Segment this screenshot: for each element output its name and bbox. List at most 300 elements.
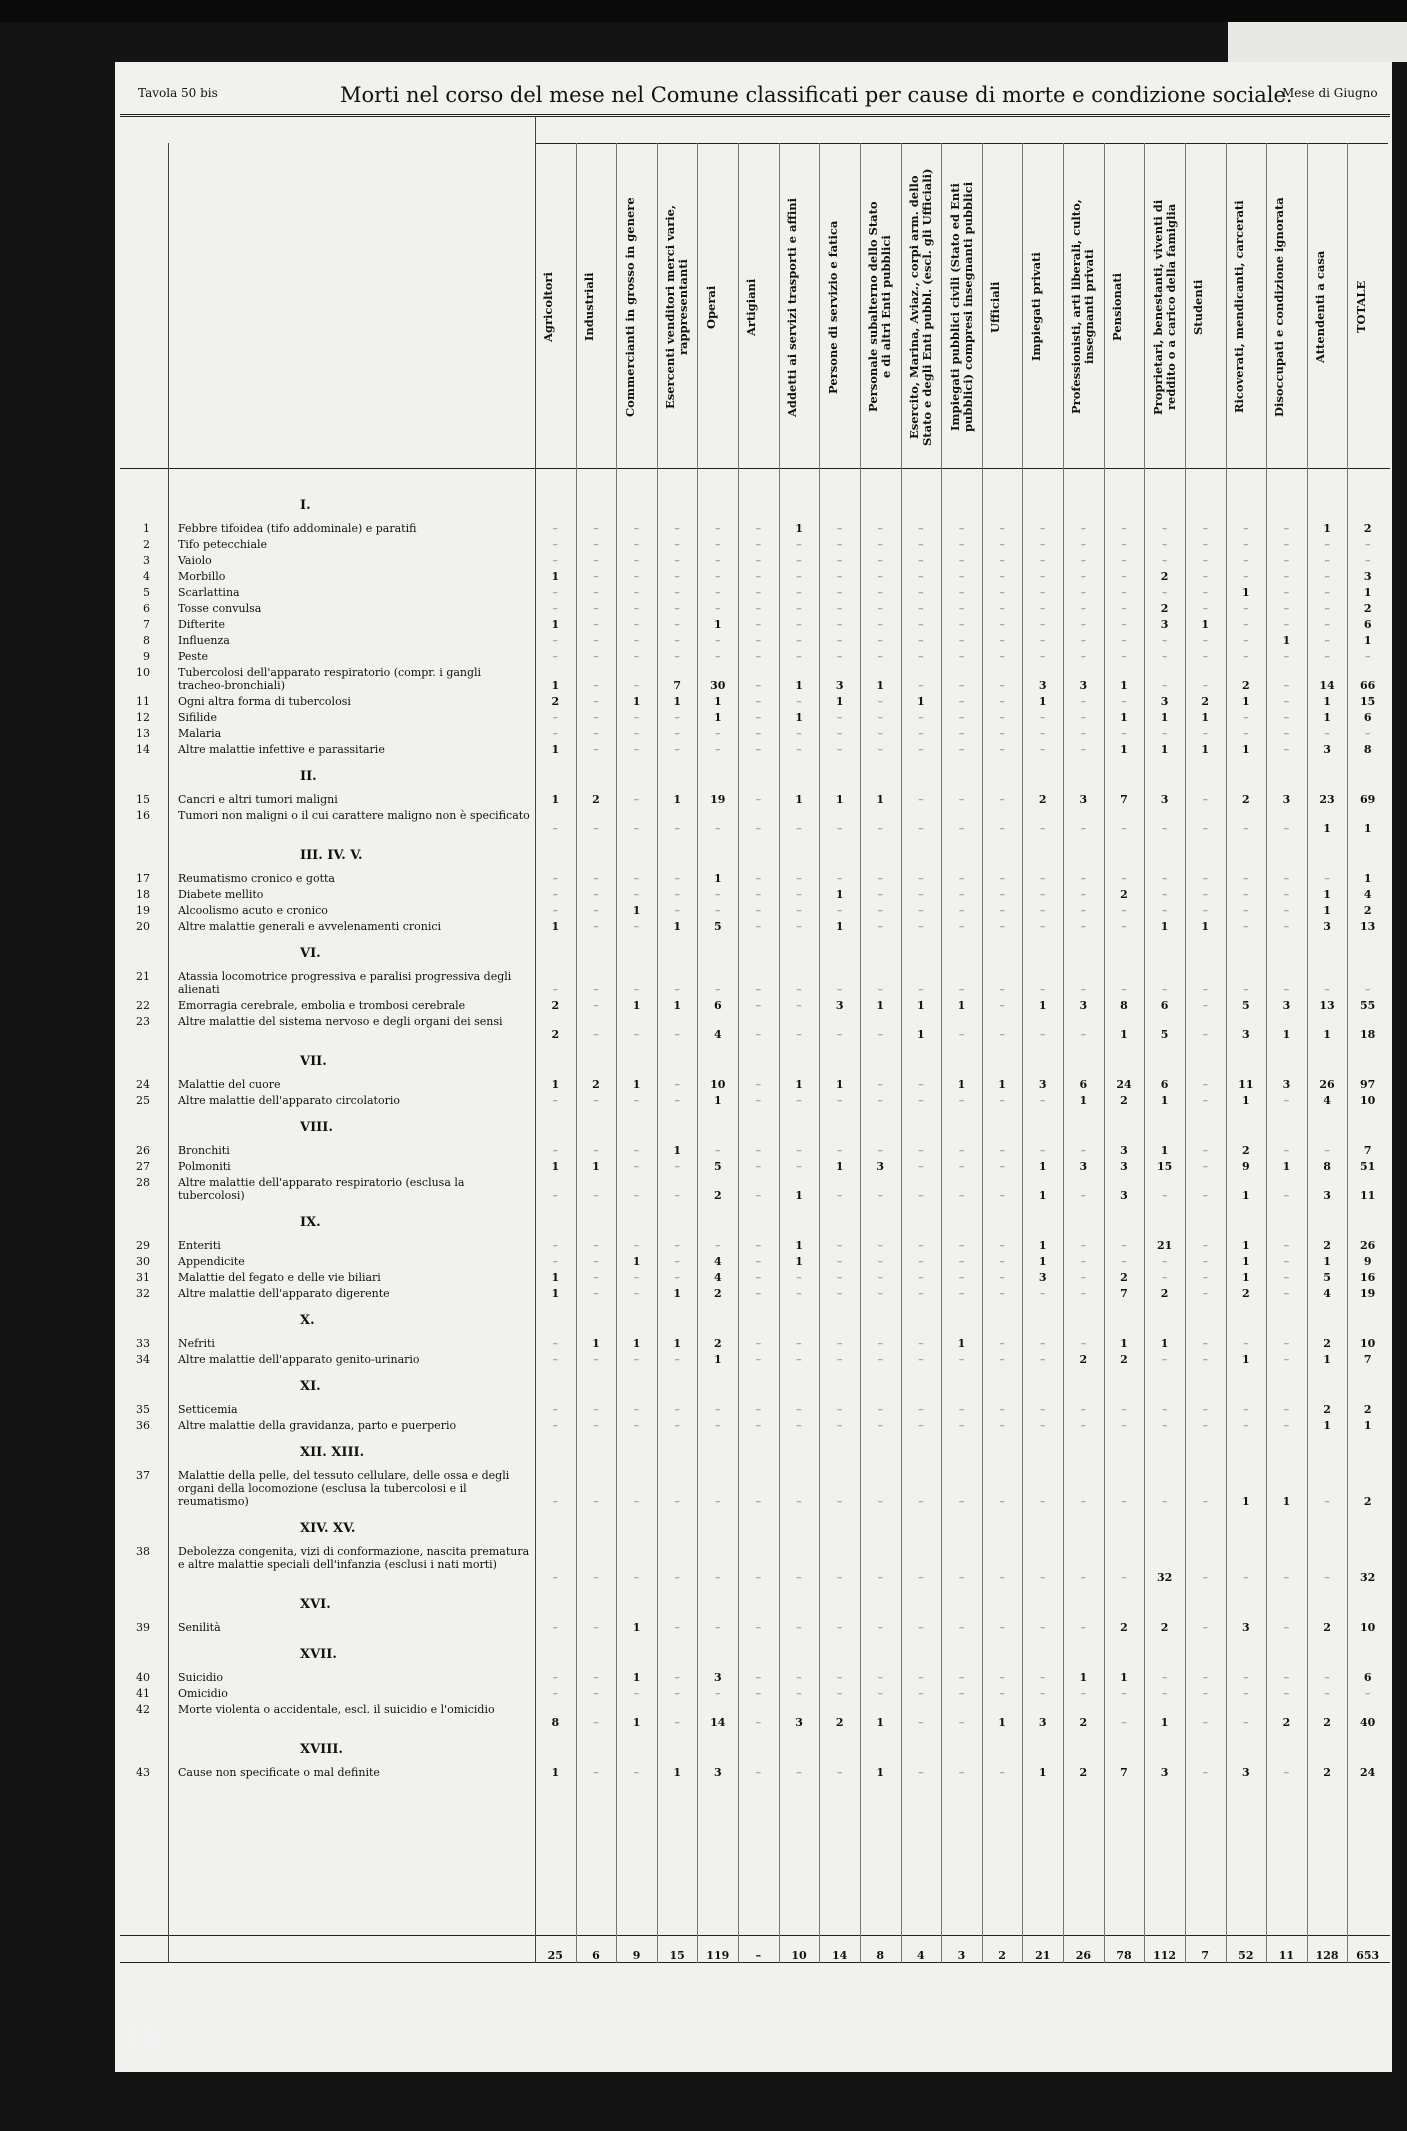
empty-cell: – [1283, 679, 1290, 692]
column-header: Professionisti, arti liberali, culto, insegnanti privati [1069, 199, 1097, 415]
empty-cell: – [1324, 602, 1330, 615]
empty-cell: – [593, 1287, 599, 1300]
data-cell: 1 [1120, 711, 1128, 724]
empty-cell: – [593, 522, 599, 535]
row-number: 14 [136, 743, 150, 756]
empty-cell: – [1161, 1419, 1168, 1432]
section-label: XVI. [300, 1597, 331, 1612]
cause-of-death: Tifo petecchiale [178, 538, 268, 551]
column-rule [697, 143, 698, 1963]
empty-cell: – [796, 1028, 802, 1041]
row-number: 23 [136, 1015, 150, 1028]
empty-cell: – [1324, 634, 1330, 647]
empty-cell: – [796, 1144, 802, 1157]
column-header: Pensionati [1109, 272, 1124, 342]
empty-cell: – [552, 872, 559, 885]
empty-cell: – [877, 1621, 883, 1634]
data-cell: 1 [1363, 1419, 1372, 1432]
data-cell: 1 [835, 793, 844, 806]
column-rule [1266, 143, 1267, 1963]
empty-cell: – [715, 522, 721, 535]
empty-cell: – [1324, 1671, 1330, 1684]
empty-cell: – [1039, 888, 1046, 901]
empty-cell: – [958, 888, 965, 901]
empty-cell: – [552, 1189, 559, 1202]
data-cell: 1 [551, 743, 560, 756]
empty-cell: – [633, 1189, 640, 1202]
empty-cell: – [1121, 904, 1127, 917]
total-cell: 10 [791, 1949, 807, 1962]
empty-cell: – [796, 554, 802, 567]
empty-cell: – [1202, 1403, 1208, 1416]
empty-cell: – [999, 554, 1005, 567]
empty-cell: – [715, 1403, 721, 1416]
cause-of-death: Morte violenta o accidentale, escl. il suicidio e l'omicidio [178, 1703, 495, 1716]
empty-cell: – [999, 1571, 1005, 1584]
empty-cell: – [674, 1687, 680, 1700]
data-cell: 1 [1120, 1671, 1128, 1684]
total-cell: 11 [1278, 1949, 1295, 1962]
empty-cell: – [836, 711, 843, 724]
section-label: XI. [300, 1379, 321, 1394]
empty-cell: – [796, 1287, 802, 1300]
row-number: 3 [143, 554, 150, 567]
data-cell: 2 [1282, 1716, 1291, 1729]
empty-cell: – [958, 1144, 965, 1157]
data-cell: 1 [673, 999, 681, 1012]
data-cell: 3 [1282, 793, 1291, 806]
data-cell: 1 [1363, 822, 1372, 835]
row-number: 29 [136, 1239, 150, 1252]
column-header: TOTALE [1353, 280, 1368, 334]
data-cell: 1 [1242, 1353, 1250, 1366]
empty-cell: – [1202, 1337, 1208, 1350]
empty-cell: – [1243, 711, 1249, 724]
empty-cell: – [1039, 1671, 1046, 1684]
column-header: Attendenti a casa [1313, 250, 1328, 364]
empty-cell: – [1080, 711, 1087, 724]
empty-cell: – [1243, 904, 1249, 917]
empty-cell: – [836, 1239, 843, 1252]
empty-cell: – [1202, 1028, 1208, 1041]
column-header: Proprietari, benestanti, viventi di reddito o a carico della famiglia [1150, 199, 1178, 415]
empty-cell: – [999, 1495, 1005, 1508]
empty-cell: – [1202, 1621, 1208, 1634]
empty-cell: – [877, 650, 883, 663]
data-cell: 3 [1079, 793, 1088, 806]
total-cell: 8 [876, 1949, 885, 1962]
total-cell: 653 [1356, 1949, 1380, 1962]
empty-cell: – [958, 1271, 965, 1284]
empty-cell: – [1039, 1687, 1046, 1700]
data-cell: 7 [1120, 793, 1128, 806]
empty-cell: – [1283, 822, 1290, 835]
empty-cell: – [877, 1687, 883, 1700]
data-cell: 2 [713, 1287, 722, 1300]
empty-cell: – [1121, 1716, 1127, 1729]
empty-cell: – [593, 602, 599, 615]
empty-cell: – [1080, 538, 1087, 551]
empty-cell: – [1283, 1287, 1290, 1300]
section-label: XVIII. [300, 1742, 343, 1757]
empty-cell: – [755, 727, 762, 740]
empty-cell: – [999, 1687, 1005, 1700]
empty-cell: – [1121, 1419, 1127, 1432]
data-cell: 1 [592, 1337, 600, 1350]
data-cell: 4 [713, 1028, 722, 1041]
empty-cell: – [1283, 1687, 1290, 1700]
empty-cell: – [796, 872, 802, 885]
row-number: 10 [136, 666, 150, 679]
empty-cell: – [1080, 983, 1087, 996]
empty-cell: – [715, 586, 721, 599]
empty-cell: – [918, 538, 924, 551]
empty-cell: – [674, 1239, 680, 1252]
column-header: Operai [703, 285, 718, 329]
empty-cell: – [755, 1571, 762, 1584]
empty-cell: – [715, 1495, 721, 1508]
empty-cell: – [1243, 1687, 1249, 1700]
data-cell: 1 [1120, 1028, 1128, 1041]
total-cell: 26 [1075, 1949, 1091, 1962]
empty-cell: – [1283, 904, 1290, 917]
empty-cell: – [593, 634, 599, 647]
top-rule [120, 114, 1390, 115]
empty-cell: – [1324, 727, 1330, 740]
empty-cell: – [796, 650, 802, 663]
data-cell: 3 [1038, 679, 1047, 692]
empty-cell: – [958, 920, 965, 933]
empty-cell: – [1080, 522, 1087, 535]
empty-cell: – [633, 1028, 640, 1041]
column-header: Artigiani [744, 278, 759, 336]
empty-cell: – [1243, 822, 1249, 835]
empty-cell: – [836, 1687, 843, 1700]
cause-of-death: Appendicite [178, 1255, 245, 1268]
empty-cell: – [552, 1239, 559, 1252]
data-cell: 1 [1038, 1160, 1047, 1173]
empty-cell: – [836, 618, 843, 631]
empty-cell: – [1121, 602, 1127, 615]
empty-cell: – [1039, 602, 1046, 615]
empty-cell: – [836, 1287, 843, 1300]
empty-cell: – [593, 1671, 599, 1684]
empty-cell: – [1039, 1571, 1046, 1584]
empty-cell: – [918, 727, 924, 740]
empty-cell: – [877, 1255, 883, 1268]
empty-cell: – [877, 522, 883, 535]
empty-cell: – [1080, 586, 1087, 599]
empty-cell: – [958, 634, 965, 647]
empty-cell: – [1121, 522, 1127, 535]
empty-cell: – [755, 904, 762, 917]
empty-cell: – [958, 1419, 965, 1432]
empty-cell: – [1202, 1271, 1208, 1284]
data-cell: 1 [1201, 743, 1210, 756]
empty-cell: – [593, 743, 599, 756]
row-number: 16 [136, 809, 150, 822]
empty-cell: – [755, 586, 762, 599]
empty-cell: – [1202, 1239, 1208, 1252]
column-rule [860, 143, 861, 1963]
empty-cell: – [593, 1766, 599, 1779]
data-cell: 6 [1160, 1078, 1169, 1091]
data-cell: 3 [1160, 793, 1169, 806]
empty-cell: – [1161, 727, 1168, 740]
empty-cell: – [1364, 554, 1371, 567]
causes-column-rule [535, 116, 536, 1963]
empty-cell: – [633, 554, 640, 567]
data-cell: 7 [1120, 1766, 1128, 1779]
empty-cell: – [674, 743, 680, 756]
section-label: XVII. [300, 1647, 337, 1662]
empty-cell: – [1080, 1287, 1087, 1300]
row-number: 25 [136, 1094, 150, 1107]
empty-cell: – [1243, 634, 1249, 647]
number-column-rule [168, 143, 169, 1963]
empty-cell: – [1283, 1621, 1290, 1634]
empty-cell: – [1243, 522, 1249, 535]
empty-cell: – [958, 1028, 965, 1041]
data-cell: 32 [1156, 1571, 1173, 1584]
empty-cell: – [877, 570, 883, 583]
row-number: 5 [143, 586, 150, 599]
empty-cell: – [1283, 602, 1290, 615]
data-cell: 2 [1242, 1144, 1250, 1157]
empty-cell: – [999, 1239, 1005, 1252]
empty-cell: – [1121, 618, 1127, 631]
empty-cell: – [918, 1287, 924, 1300]
empty-cell: – [1121, 650, 1127, 663]
empty-cell: – [796, 1621, 802, 1634]
empty-cell: – [836, 983, 843, 996]
data-cell: 18 [1360, 1028, 1376, 1041]
empty-cell: – [796, 634, 802, 647]
empty-cell: – [755, 1353, 762, 1366]
data-cell: 8 [1120, 999, 1128, 1012]
empty-cell: – [593, 586, 599, 599]
empty-cell: – [633, 1271, 640, 1284]
empty-cell: – [1202, 679, 1208, 692]
data-cell: 1 [632, 1716, 641, 1729]
empty-cell: – [593, 695, 599, 708]
empty-cell: – [552, 586, 559, 599]
empty-cell: – [715, 650, 721, 663]
empty-cell: – [755, 743, 762, 756]
data-cell: 1 [1323, 904, 1331, 917]
empty-cell: – [958, 1687, 965, 1700]
data-cell: 1 [1160, 1337, 1169, 1350]
cause-of-death: Debolezza congenita, vizi di conformazione, nascita prematura e altre malattie speciali dell'infanzia (esclusi i nati morti) [178, 1545, 530, 1571]
empty-cell: – [1202, 1571, 1208, 1584]
empty-cell: – [958, 727, 965, 740]
empty-cell: – [1161, 983, 1168, 996]
empty-cell: – [1324, 586, 1330, 599]
empty-cell: – [633, 983, 640, 996]
empty-cell: – [715, 727, 721, 740]
empty-cell: – [593, 679, 599, 692]
empty-cell: – [593, 1255, 599, 1268]
empty-cell: – [1283, 1671, 1290, 1684]
data-cell: 1 [957, 1078, 966, 1091]
data-cell: 1 [1242, 1255, 1250, 1268]
empty-cell: – [1121, 872, 1127, 885]
empty-cell: – [1202, 727, 1208, 740]
data-cell: 1 [1323, 711, 1331, 724]
empty-cell: – [1202, 522, 1208, 535]
empty-cell: – [1202, 1189, 1208, 1202]
data-cell: 13 [1319, 999, 1335, 1012]
empty-cell: – [755, 888, 762, 901]
empty-cell: – [1161, 904, 1168, 917]
empty-cell: – [796, 1671, 802, 1684]
empty-cell: – [1243, 554, 1249, 567]
empty-cell: – [1161, 1403, 1168, 1416]
empty-cell: – [1283, 1403, 1290, 1416]
empty-cell: – [1324, 983, 1330, 996]
data-cell: 3 [1038, 1271, 1047, 1284]
empty-cell: – [1243, 1403, 1249, 1416]
empty-cell: – [1121, 570, 1127, 583]
empty-cell: – [999, 602, 1005, 615]
row-number: 1 [143, 522, 150, 535]
empty-cell: – [755, 1419, 762, 1432]
empty-cell: – [1080, 1495, 1087, 1508]
column-header: Personale subalterno dello Stato e di altri Enti pubblici [866, 201, 894, 413]
empty-cell: – [836, 822, 843, 835]
empty-cell: – [1283, 888, 1290, 901]
page-number: 36 [115, 2018, 163, 2058]
data-cell: 3 [1160, 1766, 1169, 1779]
cause-of-death: Tumori non maligni o il cui carattere maligno non è specificato [178, 809, 530, 822]
empty-cell: – [1080, 1419, 1087, 1432]
data-cell: 2 [835, 1716, 844, 1729]
empty-cell: – [633, 679, 640, 692]
empty-cell: – [1202, 793, 1208, 806]
column-rule [657, 143, 658, 1963]
data-cell: 1 [713, 1353, 722, 1366]
empty-cell: – [593, 711, 599, 724]
data-cell: 1 [1242, 1271, 1250, 1284]
data-cell: 3 [1079, 999, 1088, 1012]
table-number: Tavola 50 bis [138, 86, 218, 100]
empty-cell: – [918, 1239, 924, 1252]
empty-cell: – [1243, 727, 1249, 740]
empty-cell: – [674, 872, 680, 885]
data-cell: 2 [1363, 1495, 1372, 1508]
empty-cell: – [755, 1287, 762, 1300]
total-cell: 21 [1035, 1949, 1051, 1962]
data-cell: 1 [1282, 1495, 1291, 1508]
row-number: 18 [136, 888, 150, 901]
empty-cell: – [877, 538, 883, 551]
empty-cell: – [593, 872, 599, 885]
empty-cell: – [593, 554, 599, 567]
empty-cell: – [1039, 634, 1046, 647]
data-cell: 6 [713, 999, 722, 1012]
empty-cell: – [715, 634, 721, 647]
data-cell: 2 [1160, 602, 1169, 615]
empty-cell: – [796, 999, 802, 1012]
empty-cell: – [552, 888, 559, 901]
column-rule [982, 143, 983, 1963]
empty-cell: – [755, 1094, 762, 1107]
empty-cell: – [674, 1078, 680, 1091]
empty-cell: – [958, 538, 965, 551]
empty-cell: – [918, 1419, 924, 1432]
total-cell: 9 [632, 1949, 641, 1962]
empty-cell: – [1243, 1337, 1249, 1350]
row-number: 12 [136, 711, 150, 724]
bottom-rule [120, 1962, 1390, 1963]
data-cell: 2 [1323, 1239, 1331, 1252]
empty-cell: – [918, 983, 924, 996]
empty-cell: – [1039, 538, 1046, 551]
empty-cell: – [958, 554, 965, 567]
empty-cell: – [1243, 920, 1249, 933]
empty-cell: – [918, 634, 924, 647]
data-cell: 1 [998, 1716, 1006, 1729]
empty-cell: – [958, 586, 965, 599]
empty-cell: – [999, 983, 1005, 996]
data-cell: 1 [713, 618, 722, 631]
data-cell: 2 [1038, 793, 1047, 806]
empty-cell: – [877, 554, 883, 567]
empty-cell: – [755, 1189, 762, 1202]
data-cell: 1 [673, 695, 681, 708]
empty-cell: – [593, 538, 599, 551]
empty-cell: – [918, 586, 924, 599]
data-cell: 30 [710, 679, 726, 692]
empty-cell: – [999, 586, 1005, 599]
cause-of-death: Altre malattie dell'apparato circolatorio [178, 1094, 400, 1107]
data-cell: 1 [1323, 888, 1331, 901]
data-cell: 3 [1079, 1160, 1088, 1173]
data-cell: 3 [1160, 695, 1169, 708]
empty-cell: – [1283, 1094, 1290, 1107]
empty-cell: – [1202, 634, 1208, 647]
data-cell: 97 [1360, 1078, 1376, 1091]
column-header: Impiegati pubblici civili (Stato ed Enti pubblici) compresi insegnanti pubblici [947, 181, 975, 433]
empty-cell: – [877, 1189, 883, 1202]
empty-cell: – [674, 522, 680, 535]
data-cell: 1 [1160, 1094, 1169, 1107]
empty-cell: – [1080, 1255, 1087, 1268]
empty-cell: – [958, 743, 965, 756]
empty-cell: – [1039, 618, 1046, 631]
empty-cell: – [1283, 522, 1290, 535]
empty-cell: – [1121, 1687, 1127, 1700]
empty-cell: – [918, 618, 924, 631]
empty-cell: – [755, 1255, 762, 1268]
empty-cell: – [1161, 1687, 1168, 1700]
column-rule [1226, 143, 1227, 1963]
empty-cell: – [755, 1687, 762, 1700]
data-cell: 1 [1363, 872, 1372, 885]
empty-cell: – [999, 920, 1005, 933]
data-cell: 3 [795, 1716, 803, 1729]
empty-cell: – [755, 822, 762, 835]
empty-cell: – [633, 1766, 640, 1779]
total-cell: 14 [831, 1949, 848, 1962]
data-cell: 3 [1323, 1189, 1331, 1202]
empty-cell: – [674, 538, 680, 551]
empty-cell: – [633, 1495, 640, 1508]
empty-cell: – [1161, 822, 1168, 835]
data-cell: 26 [1360, 1239, 1376, 1252]
data-cell: 26 [1319, 1078, 1335, 1091]
empty-cell: – [836, 1271, 843, 1284]
